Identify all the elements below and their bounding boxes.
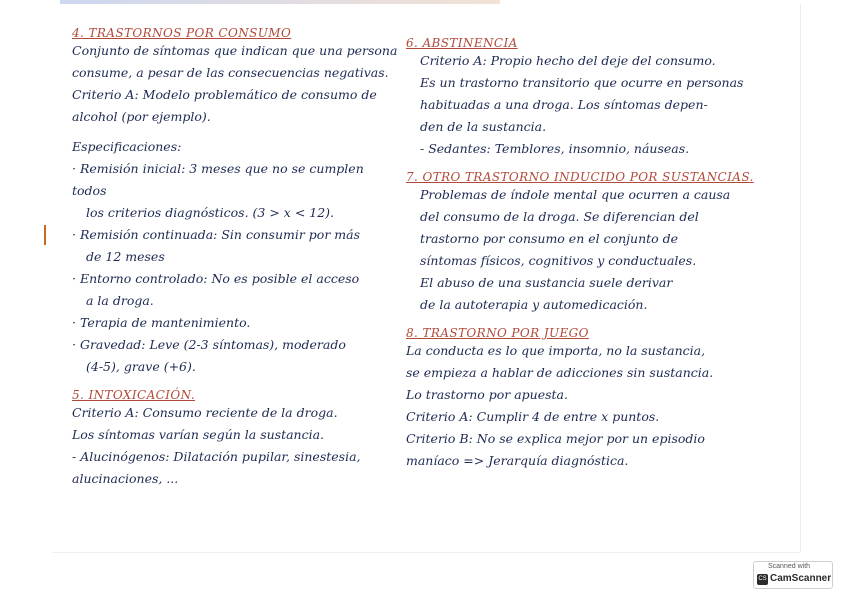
text-line: Criterio A: Modelo problemático de consumo de (72, 87, 377, 102)
text-line: se empieza a hablar de adicciones sin sustancia. (406, 365, 714, 380)
section-7-heading: 7. OTRO TRASTORNO INDUCIDO POR SUSTANCIAS. (406, 170, 754, 184)
section-4 (72, 26, 402, 378)
section-8 (406, 326, 786, 472)
left-column (72, 26, 402, 500)
section-4-heading: 4. TRASTORNOS POR CONSUMO (72, 26, 292, 40)
text-line: síntomas físicos, cognitivos y conductuales. (420, 253, 697, 268)
text-line: El abuso de una sustancia suele derivar (420, 275, 673, 290)
stamp-brand: CamScanner (770, 573, 832, 584)
text-line: Problemas de índole mental que ocurren a causa (420, 187, 731, 202)
text-line: Lo trastorno por apuesta. (406, 387, 568, 402)
section-8-heading: 8. TRASTORNO POR JUEGO (406, 326, 589, 340)
stamp-caption: Scanned with (768, 563, 811, 570)
bullet-item: · Gravedad: Leve (2-3 síntomas), moderado (72, 334, 402, 356)
text-line: alucinaciones, ... (72, 471, 179, 486)
text-line: Criterio A: Consumo reciente de la droga. (72, 405, 338, 420)
camscanner-badge (753, 561, 833, 589)
text-line: los criterios diagnósticos. (3 > x < 12). (86, 205, 335, 220)
text-line: La conducta es lo que importa, no la sustancia, (406, 343, 706, 358)
text-line: Criterio A: Cumplir 4 de entre x puntos. (406, 409, 660, 424)
section-7 (406, 170, 786, 316)
margin-mark (44, 225, 46, 245)
text-line: den de la sustancia. (420, 119, 547, 134)
text-line: Es un trastorno transitorio que ocurre en personas (420, 75, 744, 90)
text-line: Conjunto de síntomas que indican que una persona (72, 43, 398, 58)
section-5-heading: 5. INTOXICACIÓN. (72, 388, 195, 402)
section-6-heading: 6. ABSTINENCIA (406, 36, 518, 50)
text-line: Los síntomas varían según la sustancia. (72, 427, 325, 442)
bullet-item: · Remisión inicial: 3 meses que no se cumplen todos (72, 158, 402, 202)
text-line: a la droga. (86, 293, 154, 308)
bullet-item: · Terapia de mantenimiento. (72, 312, 402, 334)
text-line: trastorno por consumo en el conjunto de (420, 231, 679, 246)
dash-item: - Alucinógenos: Dilatación pupilar, sinestesia, (72, 446, 402, 468)
text-line: de 12 meses (86, 249, 165, 264)
right-column (406, 36, 786, 482)
section-5 (72, 388, 402, 490)
text-line: maníaco => Jerarquía diagnóstica. (406, 453, 629, 468)
text-line: Criterio B: No se explica mejor por un episodio (406, 431, 705, 446)
bullet-item: · Entorno controlado: No es posible el acceso (72, 268, 402, 290)
bullet-item: · Remisión continuada: Sin consumir por más (72, 224, 402, 246)
text-line: (4-5), grave (+6). (86, 359, 196, 374)
text-line: del consumo de la droga. Se diferencian del (420, 209, 699, 224)
text-line: habituadas a una droga. Los síntomas depen- (420, 97, 708, 112)
spec-title: Especificaciones: (72, 139, 182, 154)
section-6 (406, 36, 786, 160)
camscanner-logo-icon: CS (757, 574, 768, 585)
dash-item: - Sedantes: Temblores, insomnio, náuseas. (406, 138, 786, 160)
text-line: de la autoterapia y automedicación. (420, 297, 648, 312)
text-line: alcohol (por ejemplo). (72, 109, 211, 124)
text-line: consume, a pesar de las consecuencias negativas. (72, 65, 389, 80)
text-line: Criterio A: Propio hecho del deje del consumo. (420, 53, 716, 68)
